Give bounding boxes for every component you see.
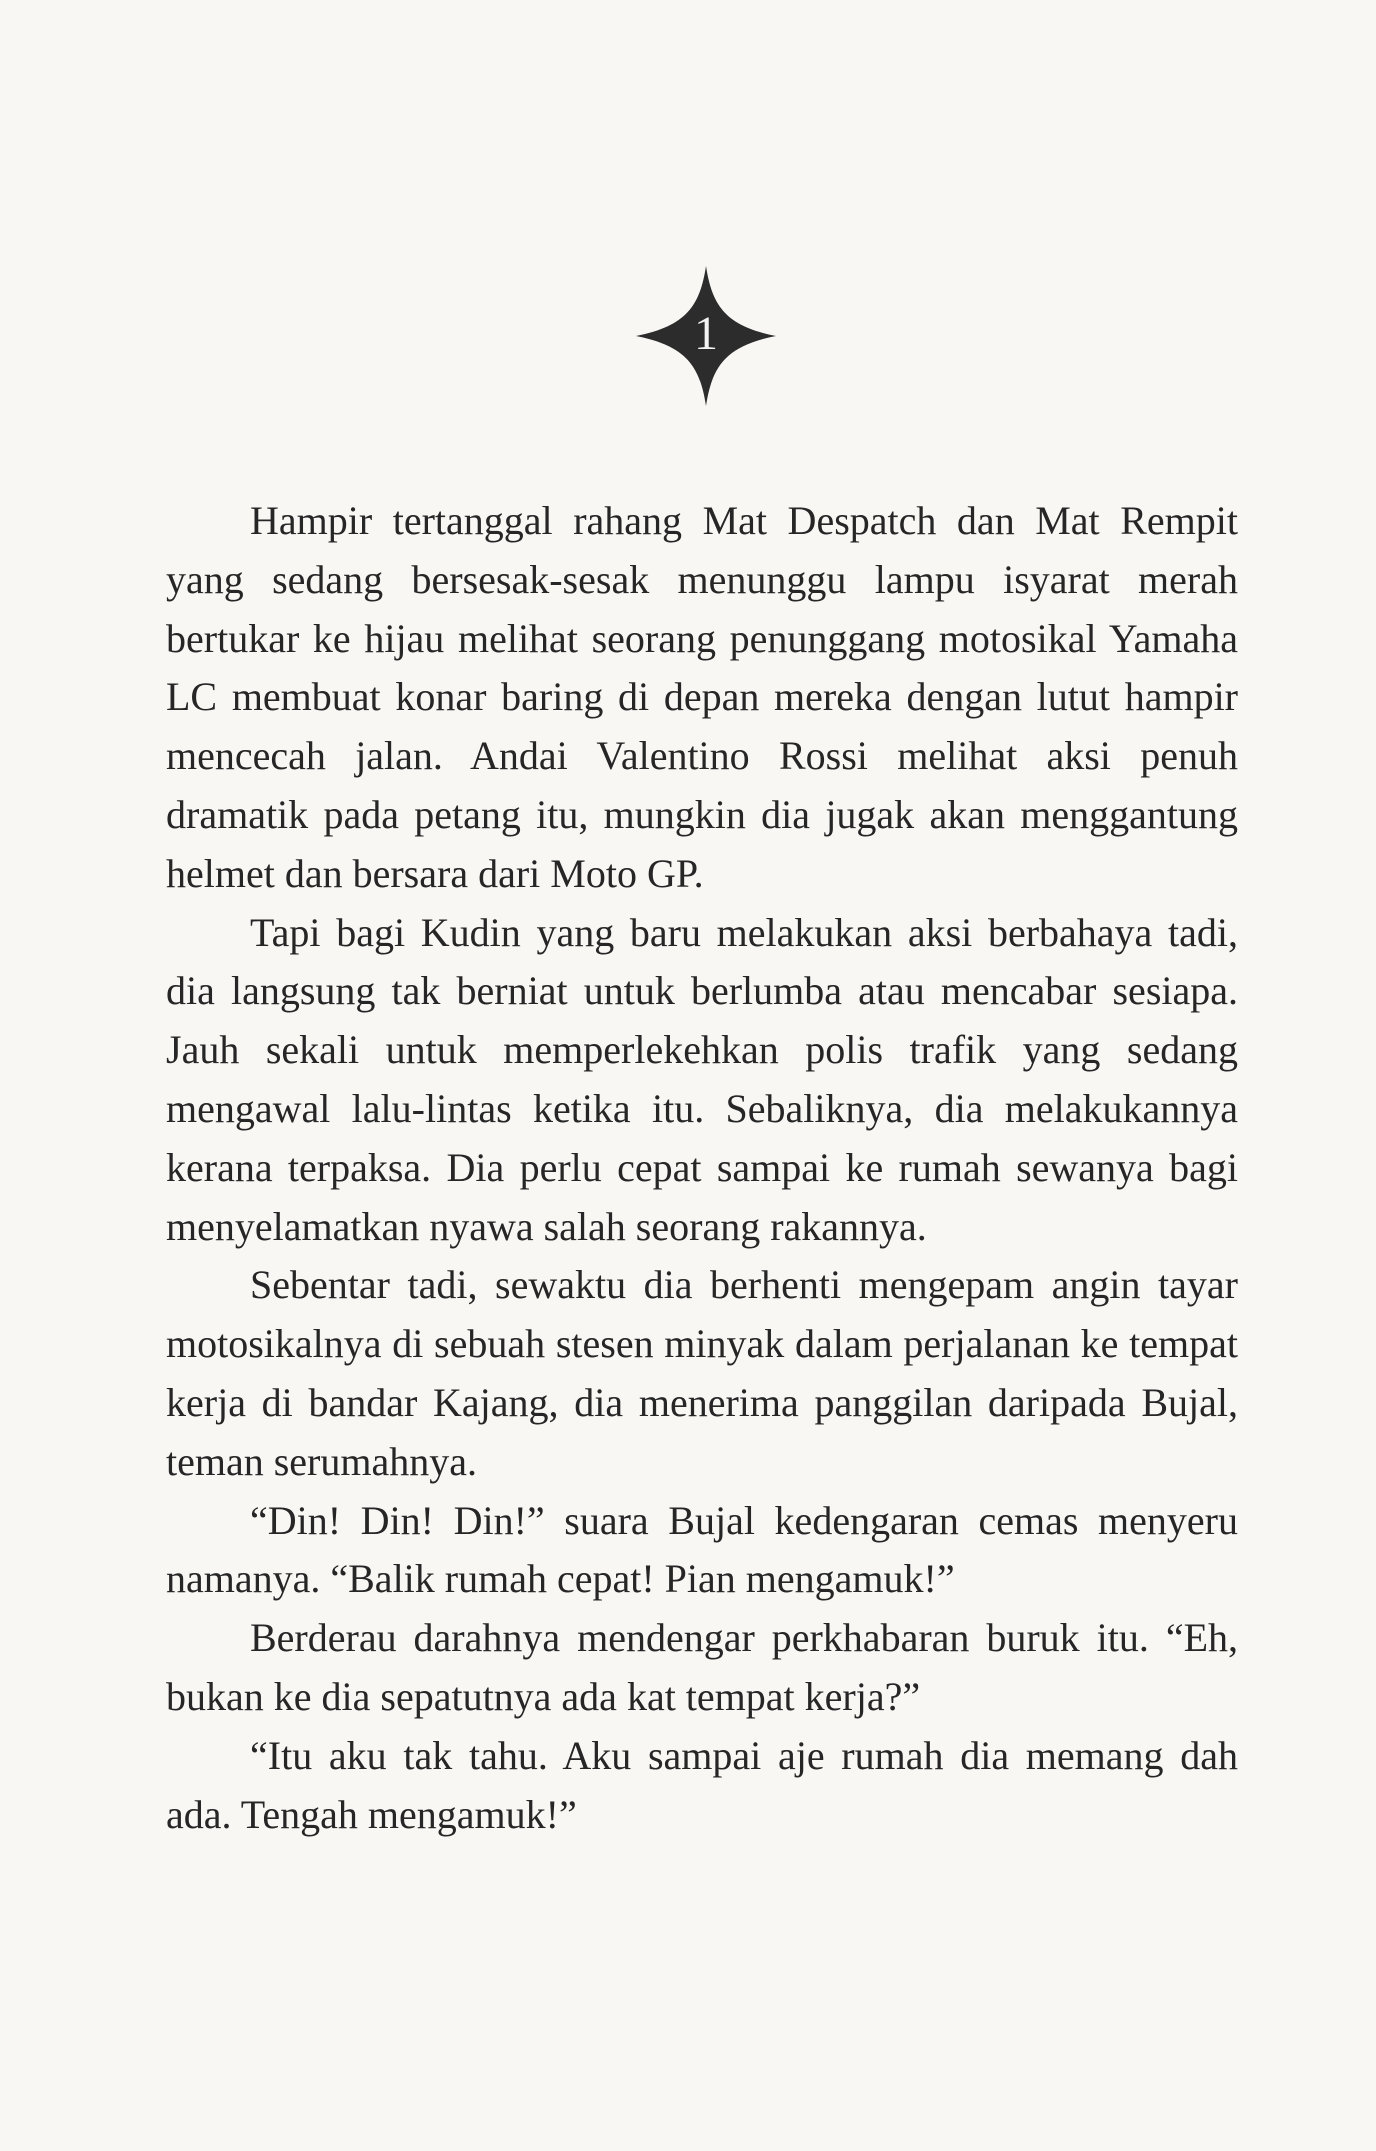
paragraph-4: “Din! Din! Din!” suara Bujal kedengaran cemas menyeru namanya. “Balik rumah cepat! Pian mengamuk!” xyxy=(166,1497,1238,1602)
chapter-text xyxy=(166,492,1238,1844)
paragraph-1: Hampir tertanggal rahang Mat Despatch dan Mat Rempit yang sedang bersesak-sesak menunggu lampu isyarat merah bertukar ke hijau melihat seorang penunggang motosikal Yamaha LC membuat konar baring di depan mereka dengan lutut hampir mencecah jalan. Andai Valentino Rossi melihat aksi penuh dramatik pada petang itu, mungkin dia jugak akan menggantung helmet dan bersara dari Moto GP. xyxy=(166,498,1238,896)
paragraph-2: Tapi bagi Kudin yang baru melakukan aksi berbahaya tadi, dia langsung tak berniat untuk berlumba atau mencabar sesiapa. Jauh sekali untuk memperlekehkan polis trafik yang sedang mengawal lalu-lintas ketika itu. Sebaliknya, dia melakukannya kerana terpaksa. Dia perlu cepat sampai ke rumah sewanya bagi menyelamatkan nyawa salah seorang rakannya. xyxy=(166,909,1238,1249)
paragraph-5: Berderau darahnya mendengar perkhabaran buruk itu. “Eh, bukan ke dia sepatutnya ada kat tempat kerja?” xyxy=(166,1615,1238,1719)
paragraph-6: “Itu aku tak tahu. Aku sampai aje rumah dia memang dah ada. Tengah mengamuk!” xyxy=(166,1732,1238,1837)
paragraph-3: Sebentar tadi, sewaktu dia berhenti mengepam angin tayar motosikalnya di sebuah stesen minyak dalam perjalanan ke tempat kerja di bandar Kajang, dia menerima panggilan daripada Bujal, teman serumahnya. xyxy=(166,1262,1238,1484)
chapter-number: 1 xyxy=(694,307,718,360)
